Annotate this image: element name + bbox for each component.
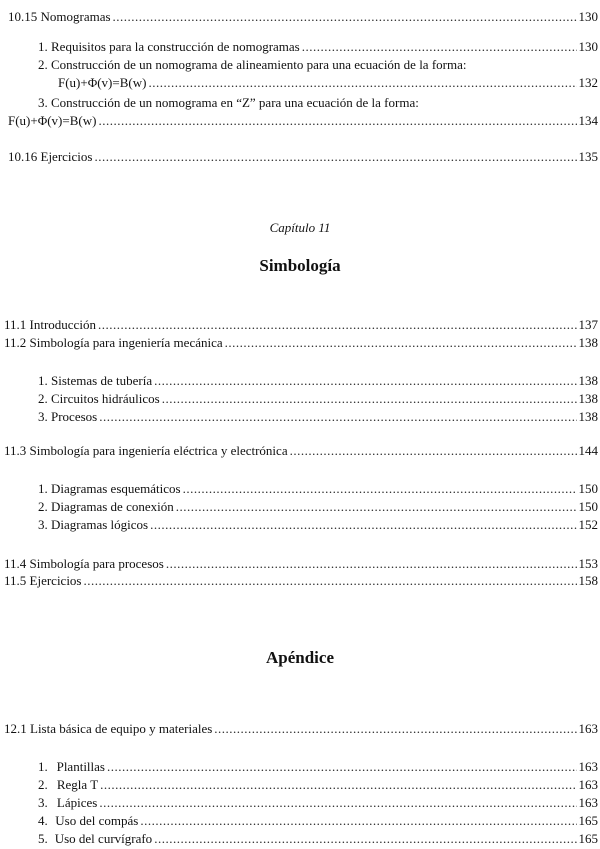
toc-page: 135 [578, 149, 598, 164]
toc-label: 11.1 Introducción [4, 317, 96, 332]
toc-entry-10-16[interactable] [8, 148, 598, 166]
toc-label: Regla T [56, 777, 99, 792]
toc-subentry[interactable] [38, 480, 598, 498]
toc-page: 163 [578, 721, 598, 736]
dot-leader [148, 74, 576, 92]
dot-leader [140, 812, 576, 830]
toc-subentry[interactable] [38, 776, 598, 794]
toc-entry-11-3[interactable] [4, 442, 598, 460]
dot-leader [150, 516, 576, 534]
dot-leader [99, 408, 576, 426]
dot-leader [225, 334, 577, 352]
toc-subentry[interactable] [38, 794, 598, 812]
dot-leader [166, 555, 577, 573]
toc-label: 11.2 Simbología para ingeniería mecánica [4, 335, 223, 350]
dot-leader [100, 776, 576, 794]
dot-leader [154, 372, 576, 390]
toc-page: 137 [578, 317, 598, 332]
toc-page: 132 [578, 75, 598, 90]
toc-label: 11.3 Simbología para ingeniería eléctrica y electrónica [4, 443, 288, 458]
chapter-title: Simbología [259, 256, 341, 275]
toc-page: 138 [578, 391, 598, 406]
dot-leader [290, 442, 577, 460]
toc-number: 1. [38, 759, 48, 774]
toc-subentry[interactable] [38, 758, 598, 776]
toc-label: F(u)+Φ(v)=B(w) [58, 75, 147, 90]
toc-entry-10-15[interactable] [8, 8, 598, 26]
toc-label: 11.5 Ejercicios [4, 573, 82, 588]
dot-leader [113, 8, 577, 26]
dot-leader [183, 480, 577, 498]
toc-subentry[interactable] [38, 390, 598, 408]
toc-label: Lápices [56, 795, 98, 810]
toc-subentry[interactable] [8, 112, 598, 130]
dot-leader [214, 720, 576, 738]
toc-subentry[interactable] [38, 812, 598, 830]
toc-page: 153 [578, 556, 598, 571]
toc-page: 130 [578, 39, 598, 54]
toc-page: 134 [578, 113, 598, 128]
toc-label: 12.1 Lista básica de equipo y materiales [4, 721, 213, 736]
toc-page: 150 [578, 481, 598, 496]
toc-page: 138 [578, 409, 598, 424]
toc-number: 4. [38, 813, 48, 828]
toc-page: 152 [578, 517, 598, 532]
toc-subentry[interactable] [38, 372, 598, 390]
toc-number: 5. [38, 831, 48, 846]
dot-leader [99, 794, 576, 812]
toc-page: 165 [578, 831, 598, 846]
toc-number: 2. [38, 777, 48, 792]
toc-entry-11-1[interactable] [4, 316, 598, 334]
toc-page: 130 [578, 9, 598, 24]
toc-entry-12-1[interactable] [4, 720, 598, 738]
toc-label: 11.4 Simbología para procesos [4, 556, 164, 571]
toc-label: 1. Sistemas de tubería [38, 373, 153, 388]
toc-page: 150 [578, 499, 598, 514]
toc-page: 138 [578, 373, 598, 388]
toc-label: Uso del compás [55, 813, 139, 828]
toc-label: 1. Requisitos para la construcción de nomogramas [38, 39, 300, 54]
toc-subentry[interactable] [38, 830, 598, 848]
dot-leader [94, 148, 576, 166]
toc-page: 163 [578, 777, 598, 792]
toc-entry-11-2[interactable] [4, 334, 598, 352]
toc-subentry[interactable] [38, 38, 598, 56]
toc-label: Uso del curvígrafo [54, 831, 153, 846]
toc-page: 163 [578, 759, 598, 774]
dot-leader [84, 572, 577, 590]
dot-leader [162, 390, 577, 408]
toc-subentry[interactable] [58, 74, 598, 92]
toc-label: 1. Diagramas esquemáticos [38, 481, 181, 496]
dot-leader [98, 112, 576, 130]
dot-leader [176, 498, 577, 516]
toc-label: 2. Circuitos hidráulicos [38, 391, 160, 406]
toc-entry-11-4[interactable] [4, 555, 598, 573]
dot-leader [98, 316, 577, 334]
toc-subentry-line1: 3. Construcción de un nomograma en “Z” para una ecuación de la forma: [38, 95, 419, 110]
toc-subentry[interactable] [38, 516, 598, 534]
toc-label: F(u)+Φ(v)=B(w) [8, 113, 97, 128]
toc-label: 10.15 Nomogramas [8, 9, 111, 24]
toc-number: 3. [38, 795, 48, 810]
toc-page: 165 [578, 813, 598, 828]
toc-page: 163 [578, 795, 598, 810]
appendix-title: Apéndice [266, 648, 334, 667]
dot-leader [154, 830, 576, 848]
toc-label: 2. Diagramas de conexión [38, 499, 174, 514]
dot-leader [107, 758, 577, 776]
toc-label: 3. Diagramas lógicos [38, 517, 149, 532]
toc-label: 3. Procesos [38, 409, 98, 424]
toc-page: 144 [578, 443, 598, 458]
toc-label: 10.16 Ejercicios [8, 149, 93, 164]
toc-subentry[interactable] [38, 498, 598, 516]
toc-subentry-line1: 2. Construcción de un nomograma de alineamiento para una ecuación de la forma: [38, 57, 467, 72]
toc-entry-11-5[interactable] [4, 572, 598, 590]
toc-page: 138 [578, 335, 598, 350]
toc-label: Plantillas [56, 759, 105, 774]
chapter-caption: Capítulo 11 [269, 220, 331, 235]
toc-page: 158 [578, 573, 598, 588]
toc-subentry[interactable] [38, 408, 598, 426]
dot-leader [302, 38, 577, 56]
